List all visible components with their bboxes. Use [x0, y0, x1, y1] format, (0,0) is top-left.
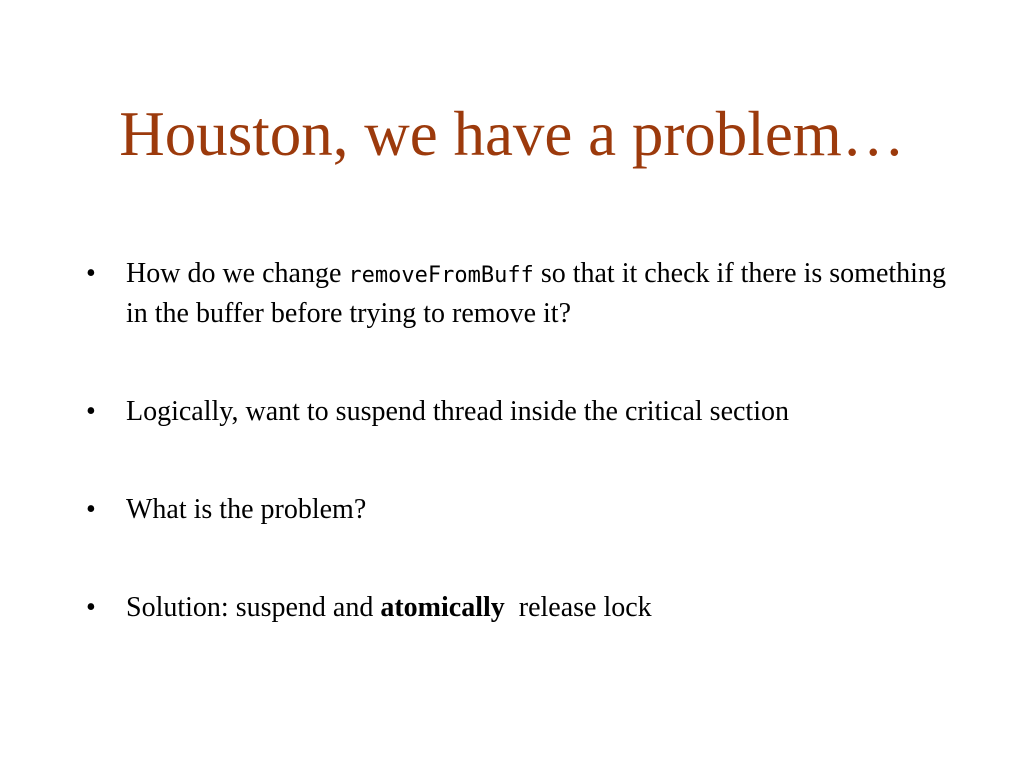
bullet-item-4 — [86, 589, 966, 627]
bullet-icon: • — [86, 592, 96, 623]
bullet-icon: • — [86, 258, 96, 289]
bullet-list — [86, 255, 966, 687]
bullet-icon: • — [86, 494, 96, 525]
bullet-icon: • — [86, 396, 96, 427]
bullet-1-prefix: How do we change — [126, 258, 349, 289]
slide-title: Houston, we have a problem… — [119, 99, 905, 169]
bullet-4-prefix: Solution: suspend and — [126, 592, 381, 623]
bullet-1-suffix: so that it check if there is something in the buffer before trying to remove it? — [126, 258, 946, 329]
bullet-item-2 — [86, 393, 966, 431]
bullet-2-text: Logically, want to suspend thread inside the critical section — [126, 396, 789, 427]
bullet-3-text: What is the problem? — [126, 494, 367, 525]
bullet-4-suffix: release lock — [504, 592, 652, 623]
code-removeFromBuff: removeFromBuff — [348, 263, 534, 288]
bullet-item-1 — [86, 255, 966, 333]
bullet-item-3 — [86, 491, 966, 529]
bullet-4-emphasis: atomically — [380, 592, 505, 623]
